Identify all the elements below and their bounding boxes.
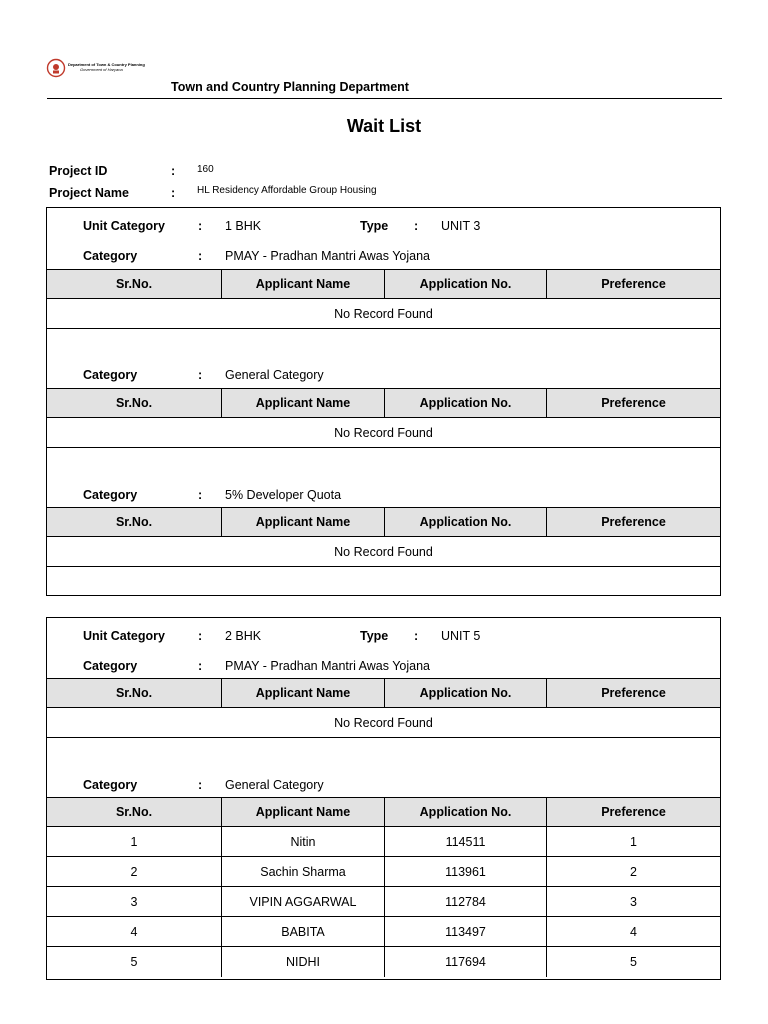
table-header (47, 797, 720, 827)
category-label: Category (83, 249, 138, 263)
unit-category-label: Unit Category (83, 219, 165, 233)
cell-srno: 5 (47, 947, 222, 977)
column-header-applicant-name: Applicant Name (222, 508, 385, 536)
colon: : (198, 659, 203, 673)
colon: : (198, 368, 203, 382)
project-name-label: Project Name (49, 186, 129, 200)
table-row (47, 887, 720, 917)
unit-info-row (47, 219, 720, 239)
project-id-value: 160 (197, 164, 214, 175)
category-row (47, 659, 720, 679)
no-record-message: No Record Found (47, 299, 720, 329)
type-value: UNIT 5 (441, 629, 481, 643)
column-header-preference: Preference (601, 515, 666, 529)
unit-block-2bhk (46, 617, 721, 980)
colon: : (414, 219, 419, 233)
cell-preference: 1 (630, 834, 637, 849)
category-value: General Category (225, 778, 324, 792)
cell-applicant-name: VIPIN AGGARWAL (222, 887, 385, 916)
table-row (47, 947, 720, 977)
project-name-colon: : (171, 186, 176, 200)
column-header-application-no: Application No. (385, 798, 547, 826)
no-record-message: No Record Found (47, 418, 720, 448)
column-header-application-no: Application No. (385, 389, 547, 417)
cell-application-no: 113497 (385, 917, 547, 946)
colon: : (198, 219, 203, 233)
table-row (47, 857, 720, 887)
logo-line-1: Department of Town & Country Planning (68, 62, 145, 67)
category-row (47, 488, 720, 508)
cell-applicant-name: Nitin (222, 827, 385, 856)
column-header-preference: Preference (601, 277, 666, 291)
cell-preference: 3 (630, 894, 637, 909)
column-header-application-no: Application No. (385, 270, 547, 298)
wait-list-table (47, 797, 720, 977)
table-header (47, 388, 720, 418)
cell-applicant-name: BABITA (222, 917, 385, 946)
unit-block-1bhk (46, 207, 721, 596)
cell-srno: 2 (47, 857, 222, 886)
type-label: Type (360, 219, 389, 233)
category-label: Category (83, 488, 138, 502)
category-value: PMAY - Pradhan Mantri Awas Yojana (225, 659, 430, 673)
cell-applicant-name: Sachin Sharma (222, 857, 385, 886)
cell-srno: 1 (47, 827, 222, 856)
colon: : (198, 629, 203, 643)
category-row (47, 249, 720, 269)
cell-application-no: 113961 (385, 857, 547, 886)
unit-info-row (47, 629, 720, 649)
cell-applicant-name: NIDHI (222, 947, 385, 977)
category-value: PMAY - Pradhan Mantri Awas Yojana (225, 249, 430, 263)
column-header-applicant-name: Applicant Name (222, 798, 385, 826)
header-divider (47, 98, 722, 99)
category-value: 5% Developer Quota (225, 488, 342, 502)
column-header-srno: Sr.No. (47, 798, 222, 826)
colon: : (198, 249, 203, 263)
column-header-applicant-name: Applicant Name (222, 270, 385, 298)
logo-text (68, 62, 145, 72)
unit-category-value: 2 BHK (225, 629, 262, 643)
column-header-srno: Sr.No. (47, 270, 222, 298)
column-header-application-no: Application No. (385, 679, 547, 707)
wait-list-table (47, 388, 720, 448)
cell-application-no: 114511 (385, 827, 547, 856)
wait-list-table (47, 269, 720, 329)
cell-application-no: 112784 (385, 887, 547, 916)
page-title: Wait List (346, 116, 422, 136)
colon: : (414, 629, 419, 643)
wait-list-table (47, 507, 720, 567)
table-row (47, 917, 720, 947)
project-id-label: Project ID (49, 164, 108, 178)
column-header-srno: Sr.No. (47, 679, 222, 707)
table-row (47, 827, 720, 857)
category-value: General Category (225, 368, 324, 382)
table-header (47, 507, 720, 537)
column-header-preference: Preference (601, 805, 666, 819)
column-header-preference: Preference (601, 396, 666, 410)
column-header-srno: Sr.No. (47, 389, 222, 417)
cell-srno: 3 (47, 887, 222, 916)
column-header-applicant-name: Applicant Name (222, 389, 385, 417)
category-row (47, 778, 720, 798)
table-header (47, 678, 720, 708)
column-header-application-no: Application No. (385, 508, 547, 536)
unit-category-label: Unit Category (83, 629, 165, 643)
logo-line-2: Government of Haryana (80, 67, 123, 72)
no-record-message: No Record Found (47, 708, 720, 738)
haryana-emblem-logo (46, 58, 66, 78)
column-header-applicant-name: Applicant Name (222, 679, 385, 707)
colon: : (198, 488, 203, 502)
column-header-srno: Sr.No. (47, 508, 222, 536)
cell-preference: 4 (630, 924, 637, 939)
type-value: UNIT 3 (441, 219, 481, 233)
category-label: Category (83, 778, 138, 792)
cell-preference: 5 (630, 955, 637, 969)
project-id-colon: : (171, 164, 176, 178)
type-label: Type (360, 629, 389, 643)
colon: : (198, 778, 203, 792)
cell-preference: 2 (630, 864, 637, 879)
category-label: Category (83, 368, 138, 382)
wait-list-table (47, 678, 720, 738)
category-label: Category (83, 659, 138, 673)
table-header (47, 269, 720, 299)
cell-srno: 4 (47, 917, 222, 946)
department-name: Town and Country Planning Department (171, 80, 409, 94)
cell-application-no: 117694 (385, 947, 547, 977)
no-record-message: No Record Found (47, 537, 720, 567)
column-header-preference: Preference (601, 686, 666, 700)
unit-category-value: 1 BHK (225, 219, 262, 233)
category-row (47, 368, 720, 388)
project-name-value: HL Residency Affordable Group Housing (197, 185, 377, 196)
